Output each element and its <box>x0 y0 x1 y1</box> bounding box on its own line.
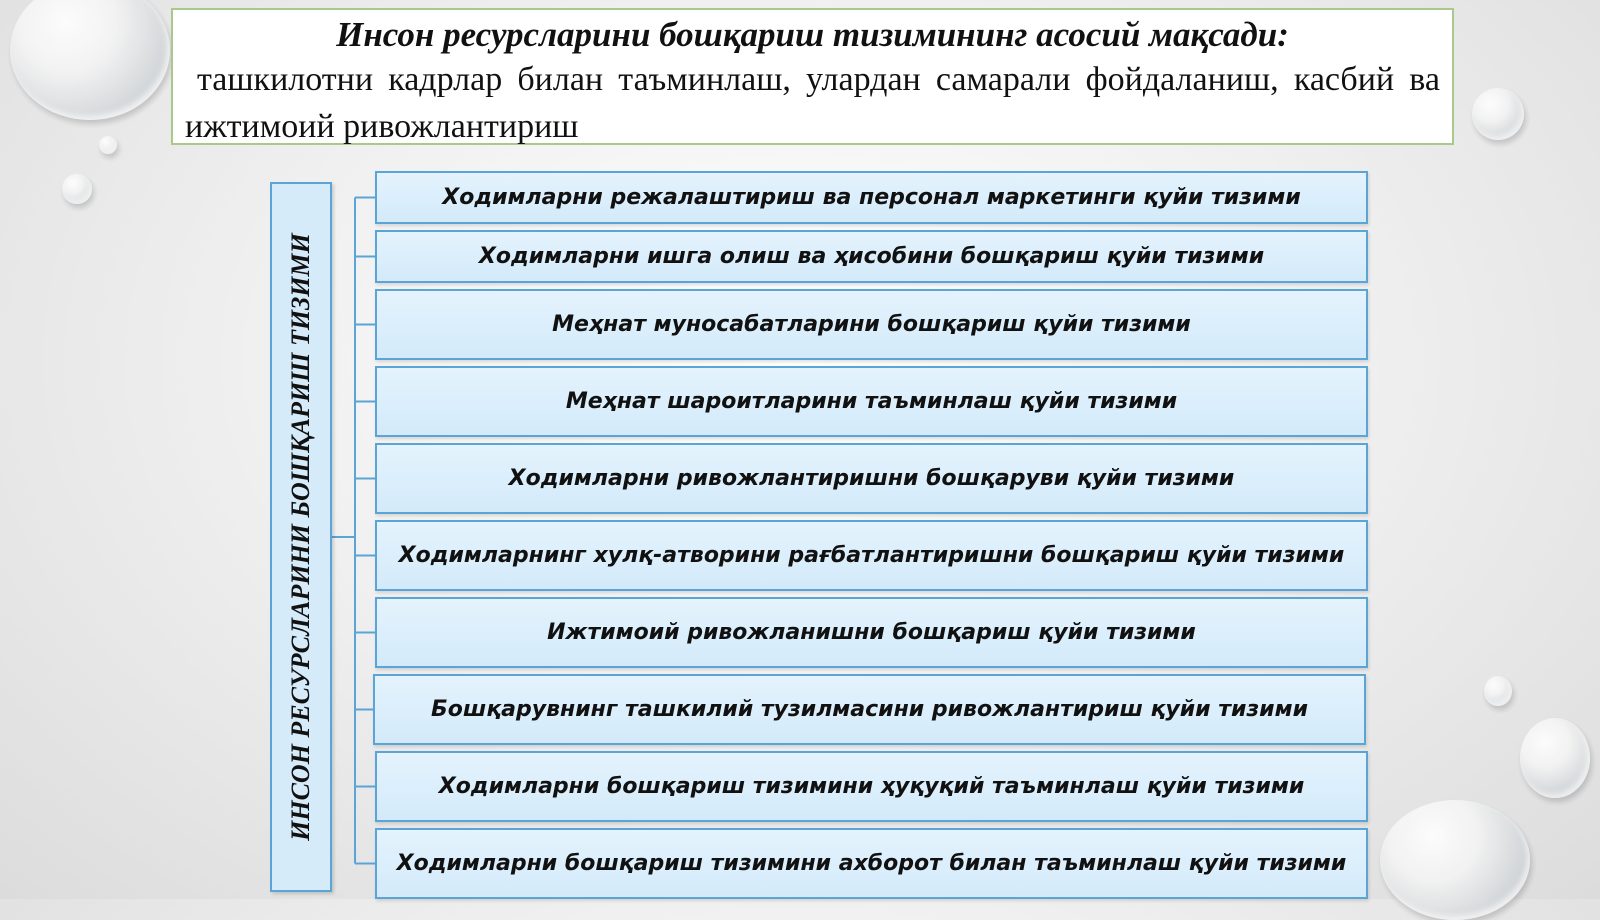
subsystem-box: Ходимларни ривожлантиришни бошқаруви қуйи тизими <box>375 443 1368 514</box>
system-label: ИНСОН РЕСУРСЛАРИНИ БОШҚАРИШ ТИЗИМИ <box>286 233 315 841</box>
subsystem-box: Ходимларни ишга олиш ва ҳисобини бошқариш қуйи тизими <box>375 230 1368 283</box>
goal-title-colon: : <box>1277 15 1289 54</box>
system-box <box>270 182 332 892</box>
subsystem-box: Ходимларнинг хулқ-атворини рағбатлантиришни бошқариш қуйи тизими <box>375 520 1368 591</box>
subsystem-box: Меҳнат муносабатларини бошқариш қуйи тизими <box>375 289 1368 360</box>
subsystem-box: Меҳнат шароитларини таъминлаш қуйи тизими <box>375 366 1368 437</box>
subsystem-box: Ижтимоий ривожланишни бошқариш қуйи тизими <box>375 597 1368 668</box>
subsystem-box: Ходимларни бошқариш тизимини ахборот билан таъминлаш қуйи тизими <box>375 828 1368 899</box>
goal-title-text: Инсон ресурсларини бошқариш тизимининг асосий мақсади <box>336 15 1278 54</box>
subsystem-box: Ходимларни режалаштириш ва персонал маркетинги қуйи тизими <box>375 171 1368 224</box>
subsystem-box: Ходимларни бошқариш тизимини ҳуқуқий таъминлаш қуйи тизими <box>375 751 1368 822</box>
subsystem-box: Бошқарувнинг ташкилий тузилмасини ривожлантириш қуйи тизими <box>373 674 1366 745</box>
goal-description-text: ташкилотни кадрлар билан таъминлаш, улардан самарали фойдаланиш, касбий ва ижтимоий ривожлантириш <box>185 61 1440 145</box>
